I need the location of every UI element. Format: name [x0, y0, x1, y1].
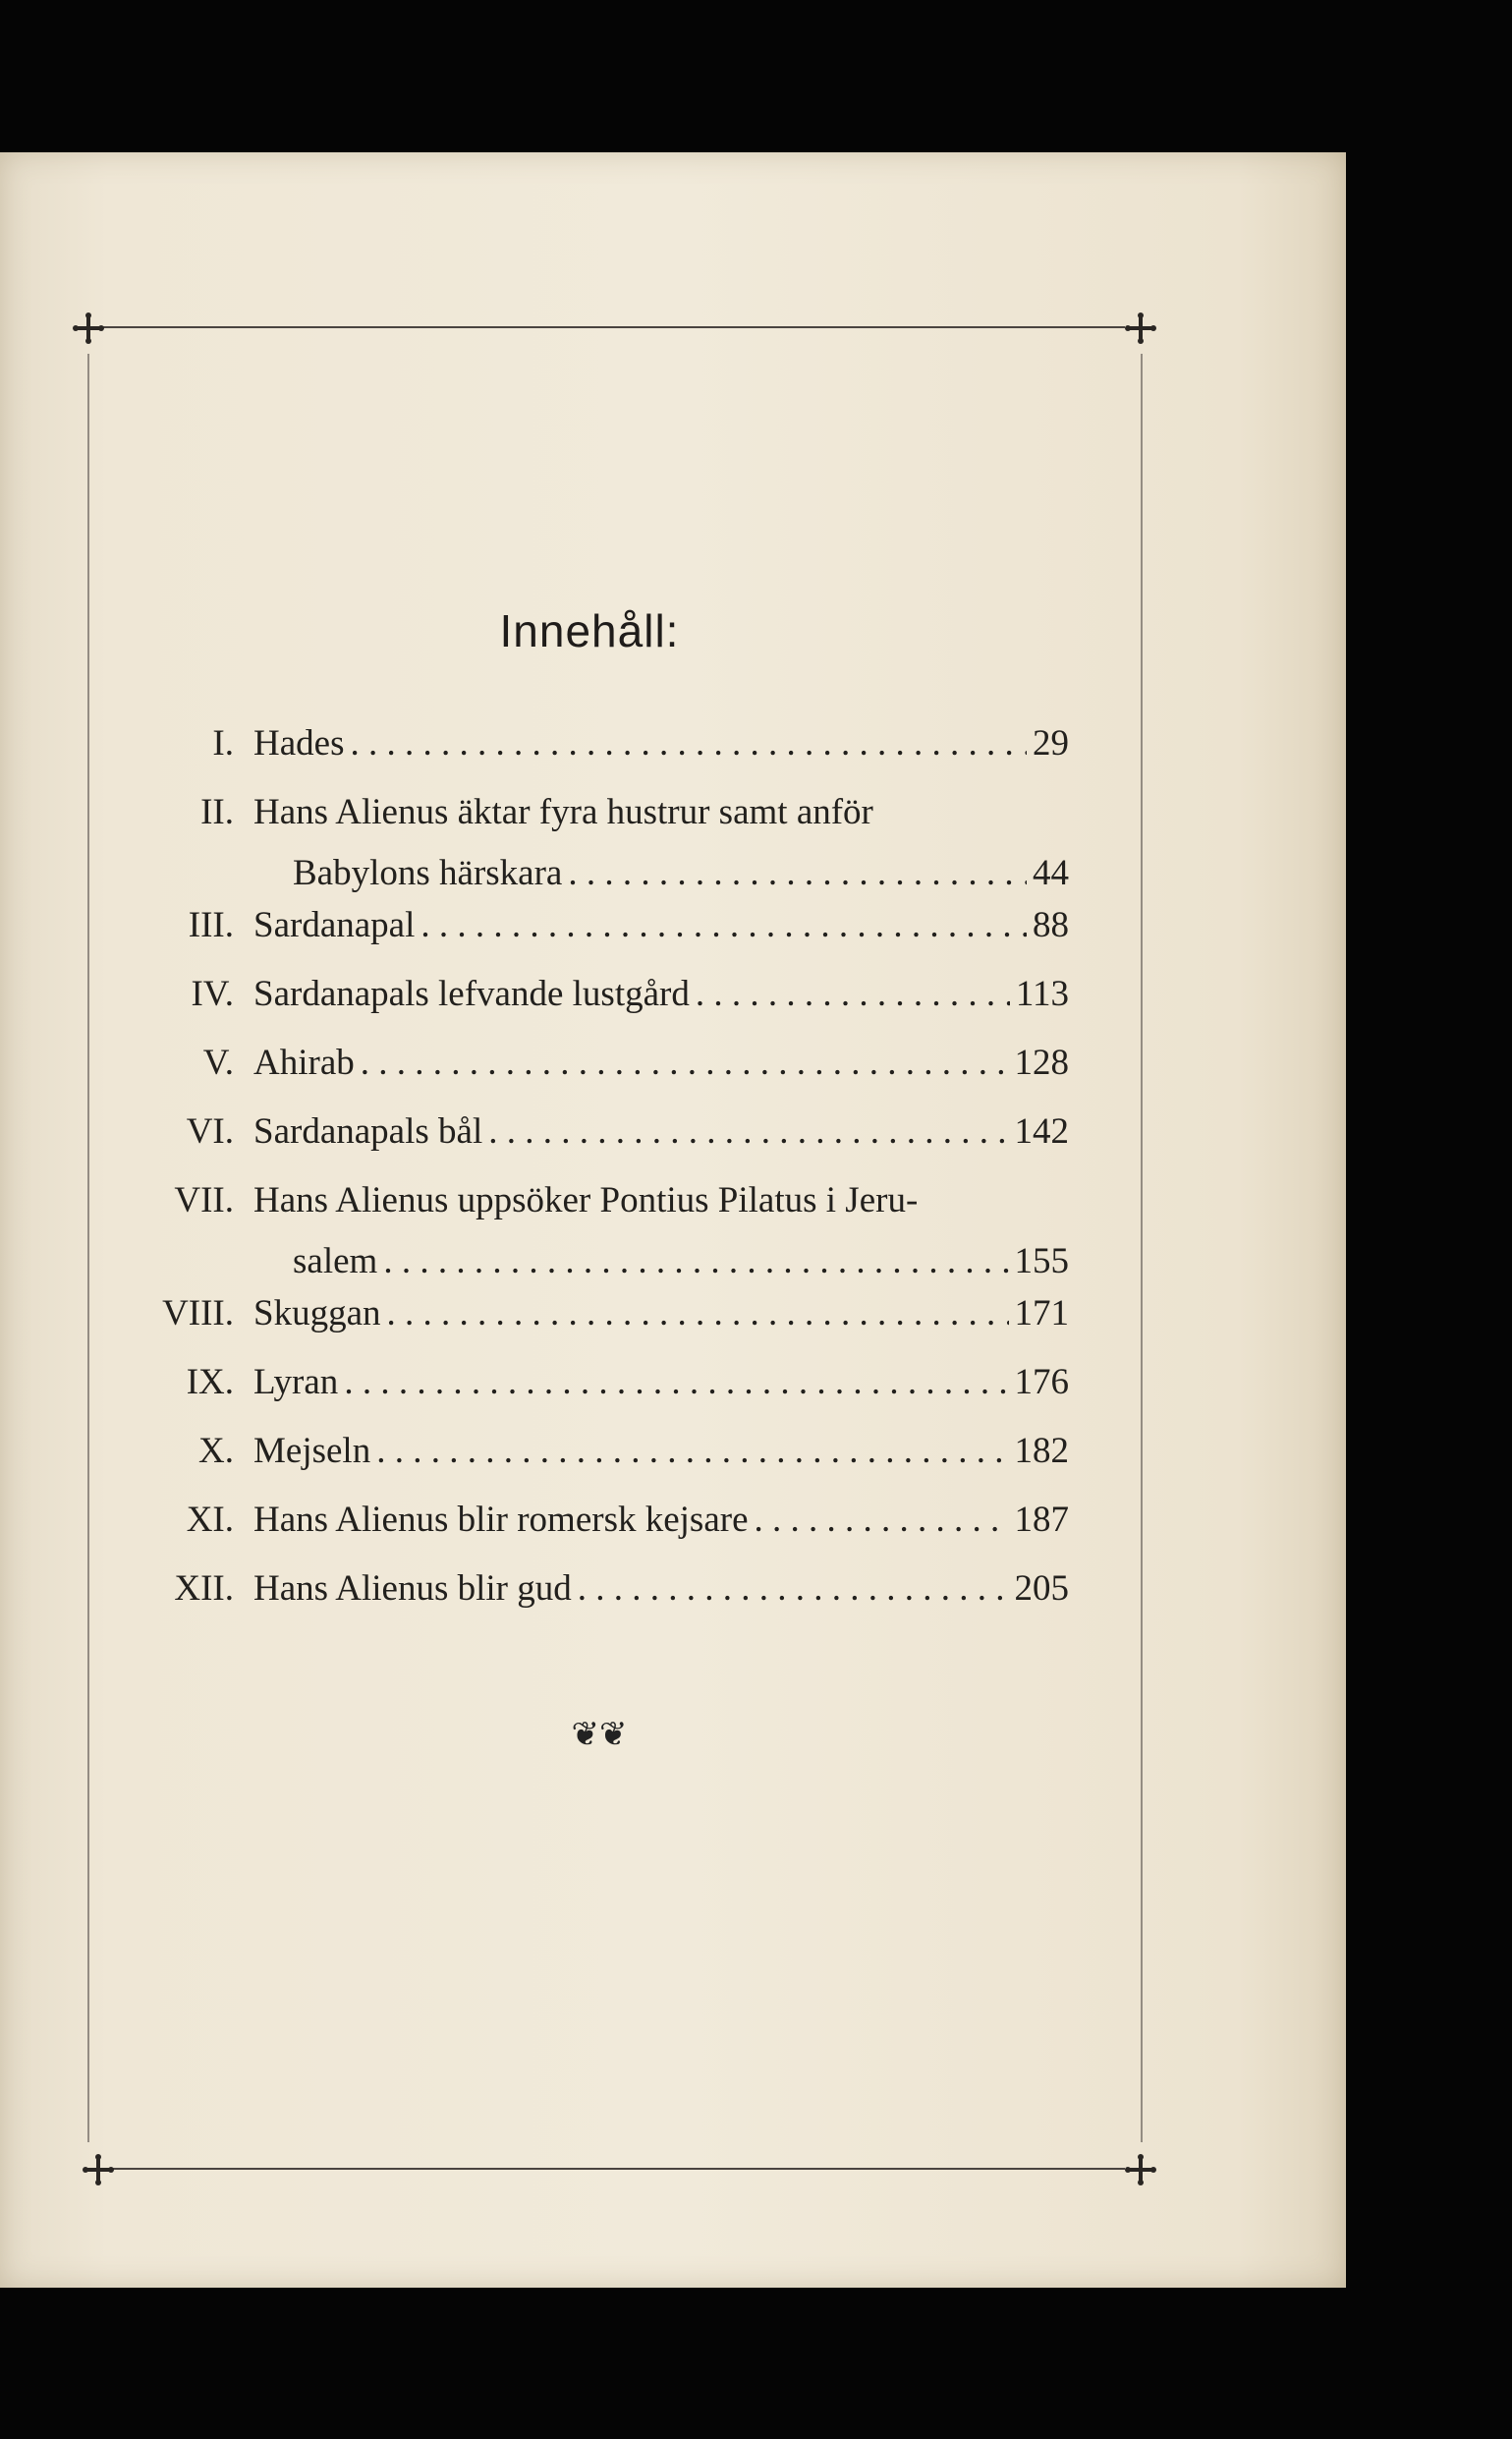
leader-dots	[387, 1292, 1009, 1334]
toc-row	[0, 1110, 1179, 1169]
toc-row	[0, 1567, 1179, 1626]
chapter-title: Skuggan	[253, 1293, 381, 1333]
chapter-title: Sardanapals lefvande lustgård	[253, 974, 690, 1014]
leader-dots	[696, 973, 1010, 1015]
page-number: 113	[1015, 974, 1069, 1014]
leader-dots	[488, 1110, 1008, 1153]
chapter-title-continued: Babylons härskara	[293, 853, 563, 893]
cross-ornament-icon	[1121, 309, 1160, 348]
page-number: 171	[1014, 1293, 1069, 1333]
page-number: 142	[1014, 1111, 1069, 1152]
leader-dots	[420, 904, 1027, 946]
page-number: 182	[1014, 1431, 1069, 1471]
page-number: 187	[1014, 1500, 1069, 1540]
cross-ornament-icon	[69, 309, 108, 348]
toc-row	[0, 1499, 1179, 1558]
page-number: 155	[1014, 1241, 1069, 1281]
chapter-number: V.	[202, 1043, 234, 1083]
page-number: 88	[1033, 905, 1069, 945]
toc-row	[0, 722, 1179, 781]
chapter-title: Sardanapal	[253, 905, 416, 945]
chapter-number: X.	[198, 1431, 234, 1471]
chapter-number: VI.	[186, 1111, 234, 1152]
chapter-number: XI.	[186, 1500, 234, 1540]
chapter-title: Hans Alienus äktar fyra hustrur samt anför	[253, 792, 873, 832]
page-number: 44	[1033, 853, 1069, 893]
cross-ornament-icon	[1121, 2150, 1160, 2189]
leader-dots	[568, 852, 1027, 894]
chapter-number: VIII.	[162, 1293, 234, 1333]
cross-ornament-icon	[79, 2150, 118, 2189]
chapter-title: Mejseln	[253, 1431, 371, 1471]
chapter-title: Hans Alienus blir romersk kejsare	[253, 1500, 749, 1540]
chapter-title: Hans Alienus blir gud	[253, 1568, 572, 1609]
fleuron-icon: ❦❦	[571, 1717, 628, 1753]
toc-row	[0, 1179, 1179, 1281]
chapter-title: Hans Alienus uppsöker Pontius Pilatus i Jeru-	[253, 1180, 919, 1220]
leader-dots	[361, 1042, 1009, 1084]
leader-dots	[578, 1567, 1009, 1610]
chapter-title-continued: salem	[293, 1241, 378, 1281]
chapter-title: Sardanapals bål	[253, 1111, 483, 1152]
toc-row	[0, 1361, 1179, 1420]
leader-dots	[376, 1430, 1008, 1472]
page-number: 205	[1014, 1568, 1069, 1609]
chapter-number: III.	[188, 905, 234, 945]
toc-row	[0, 1042, 1179, 1101]
chapter-title: Lyran	[253, 1362, 339, 1402]
leader-dots	[383, 1240, 1008, 1282]
toc-row	[0, 1292, 1179, 1351]
page-number: 128	[1014, 1043, 1069, 1083]
page-number: 176	[1014, 1362, 1069, 1402]
toc-row	[0, 791, 1179, 893]
top-rule	[98, 326, 1125, 328]
chapter-title: Hades	[253, 723, 345, 764]
chapter-title: Ahirab	[253, 1043, 355, 1083]
toc-row	[0, 904, 1179, 963]
toc-row	[0, 1430, 1179, 1489]
bottom-rule	[98, 2168, 1125, 2170]
chapter-number: IV.	[191, 974, 234, 1014]
leader-dots	[350, 722, 1027, 765]
chapter-number: VII.	[174, 1180, 234, 1220]
page-number: 29	[1033, 723, 1069, 764]
chapter-number: IX.	[186, 1362, 234, 1402]
chapter-number: XII.	[174, 1568, 234, 1609]
page-title: Innehåll:	[499, 605, 680, 656]
chapter-number: I.	[212, 723, 234, 764]
toc-row	[0, 973, 1179, 1032]
leader-dots	[344, 1361, 1008, 1403]
leader-dots	[755, 1499, 1009, 1541]
chapter-number: II.	[200, 792, 234, 832]
